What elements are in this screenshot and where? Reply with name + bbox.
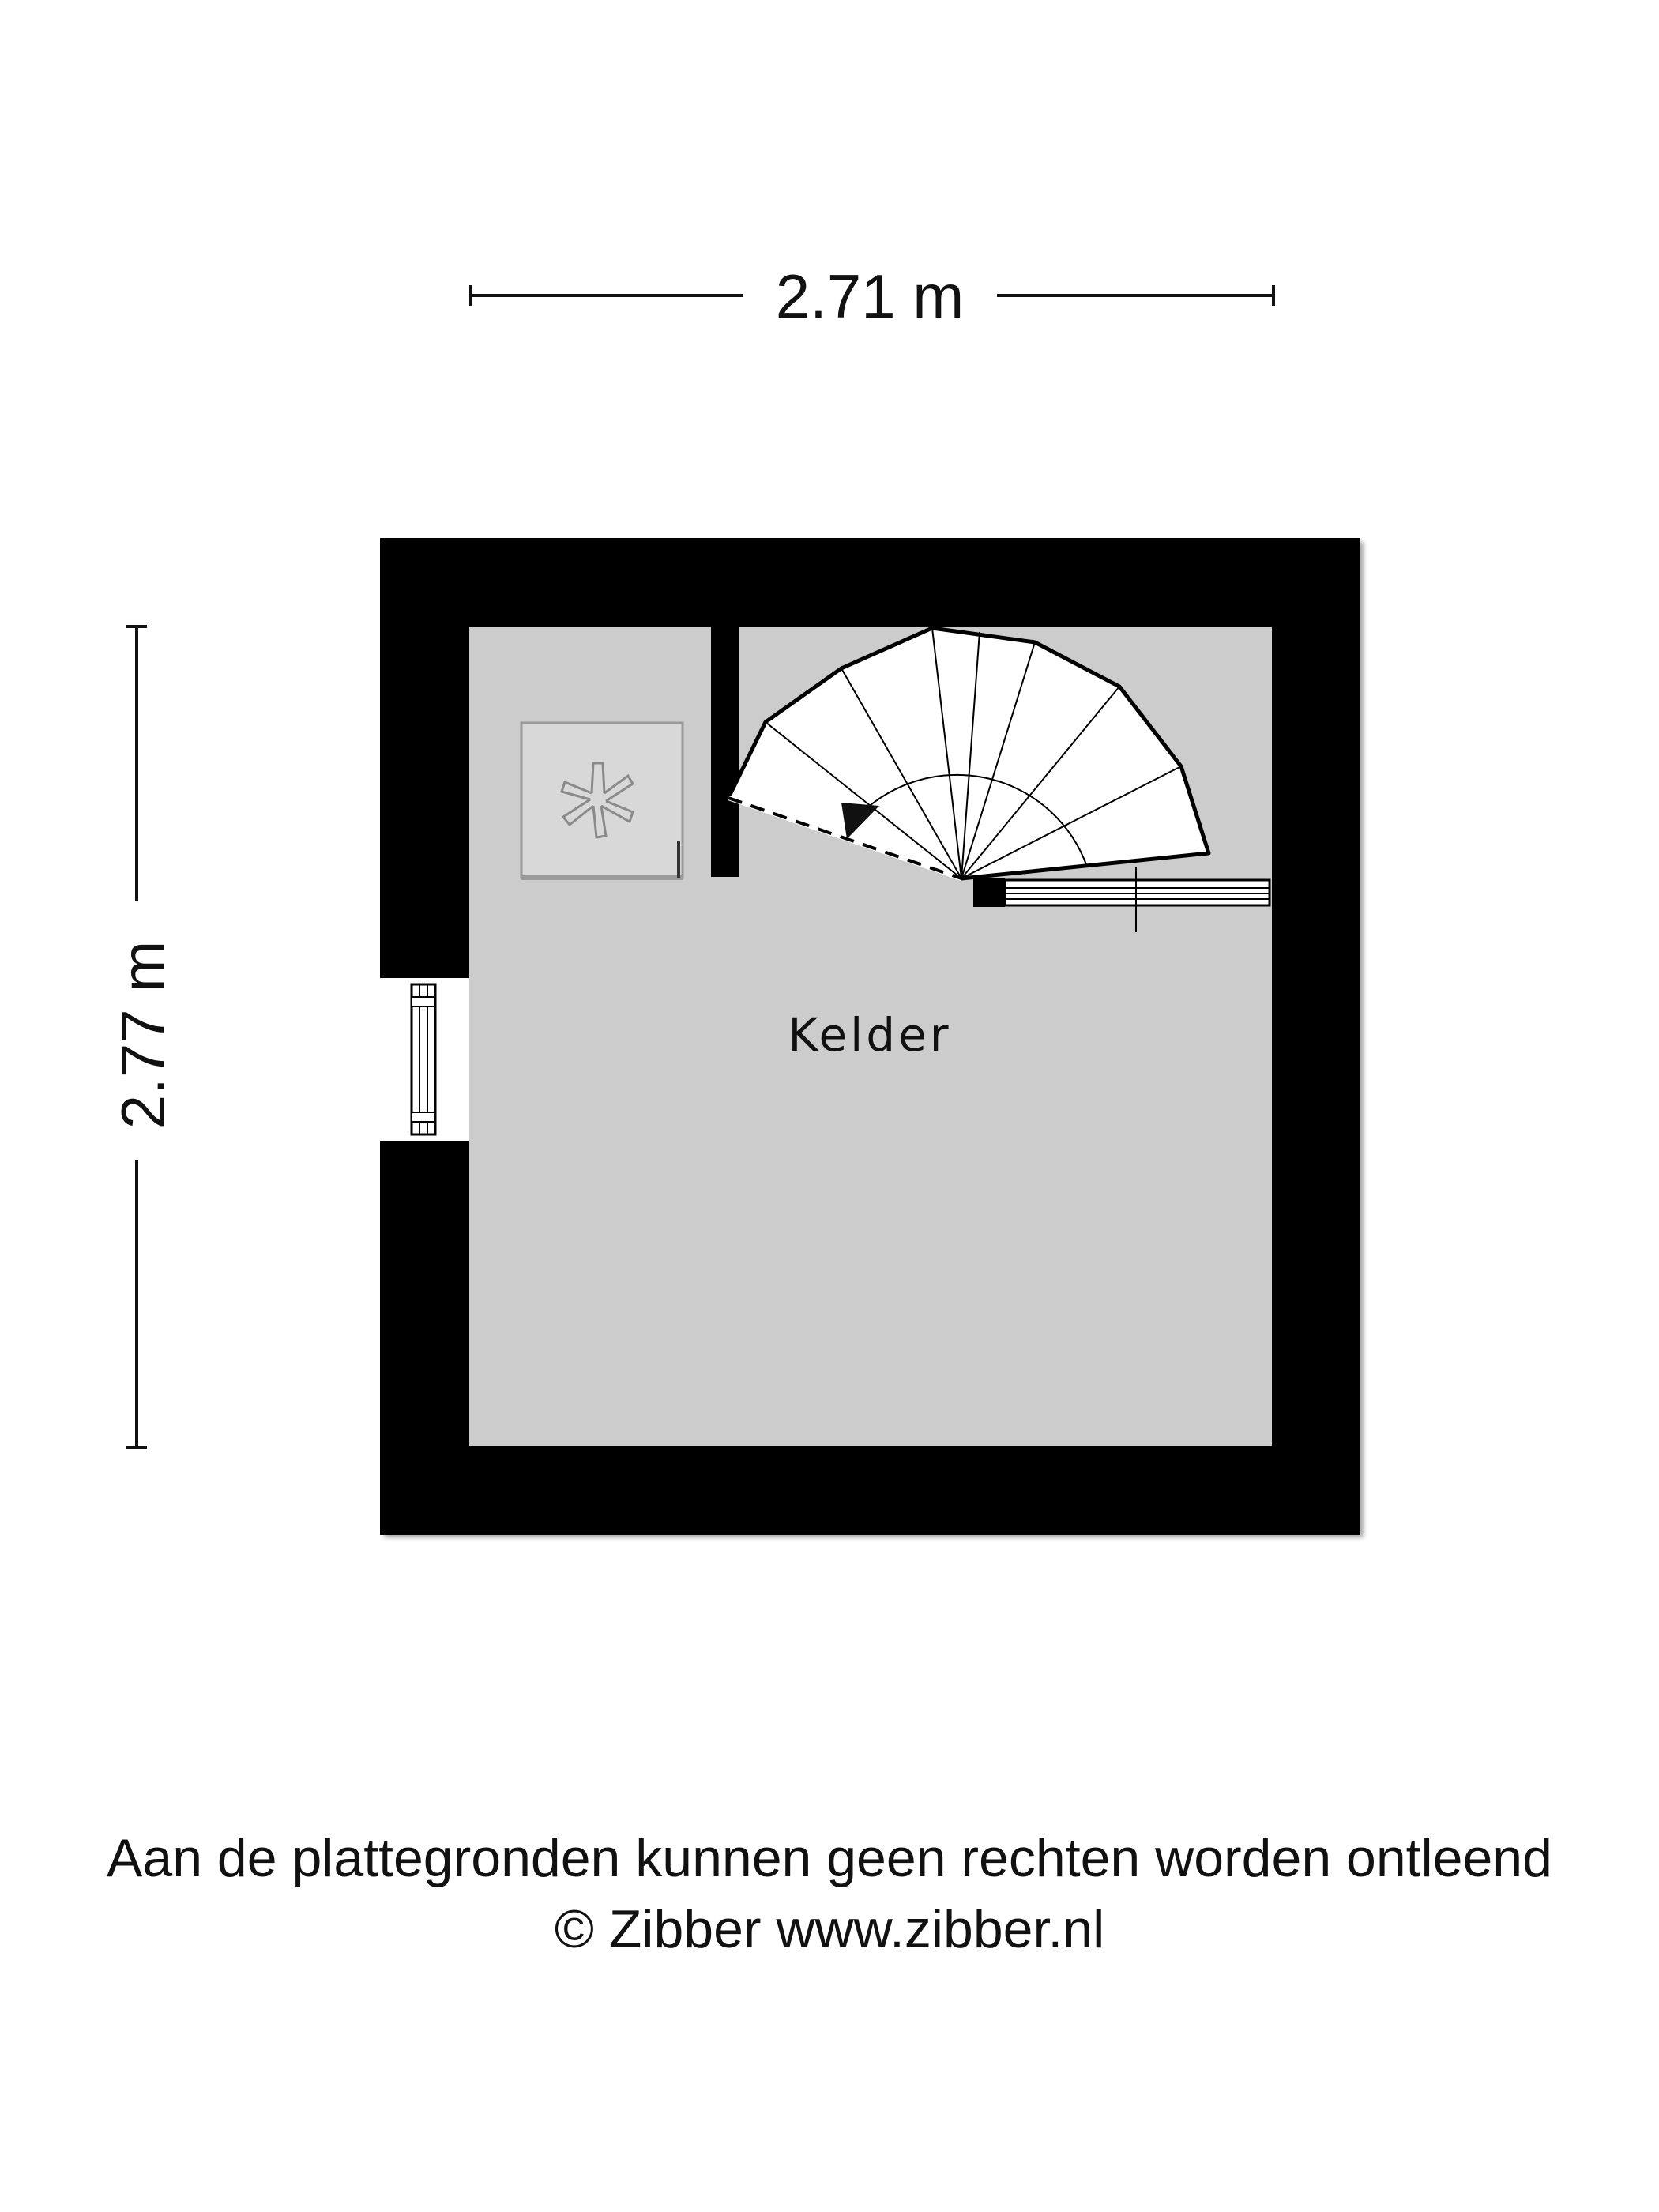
copyright-text: © Zibber www.zibber.nl	[554, 1899, 1105, 1959]
window-left-wall	[380, 978, 469, 1141]
height-dimension	[108, 626, 178, 1447]
boiler-unit	[521, 723, 683, 878]
room-label: Kelder	[788, 1008, 952, 1062]
width-dimension	[471, 261, 1273, 331]
width-dimension-label: 2.71 m	[775, 261, 965, 331]
disclaimer-text: Aan de plattegronden kunnen geen rechten worden ontleend	[107, 1828, 1552, 1888]
partition-wall	[711, 627, 739, 877]
height-dimension-label: 2.77 m	[108, 940, 178, 1130]
